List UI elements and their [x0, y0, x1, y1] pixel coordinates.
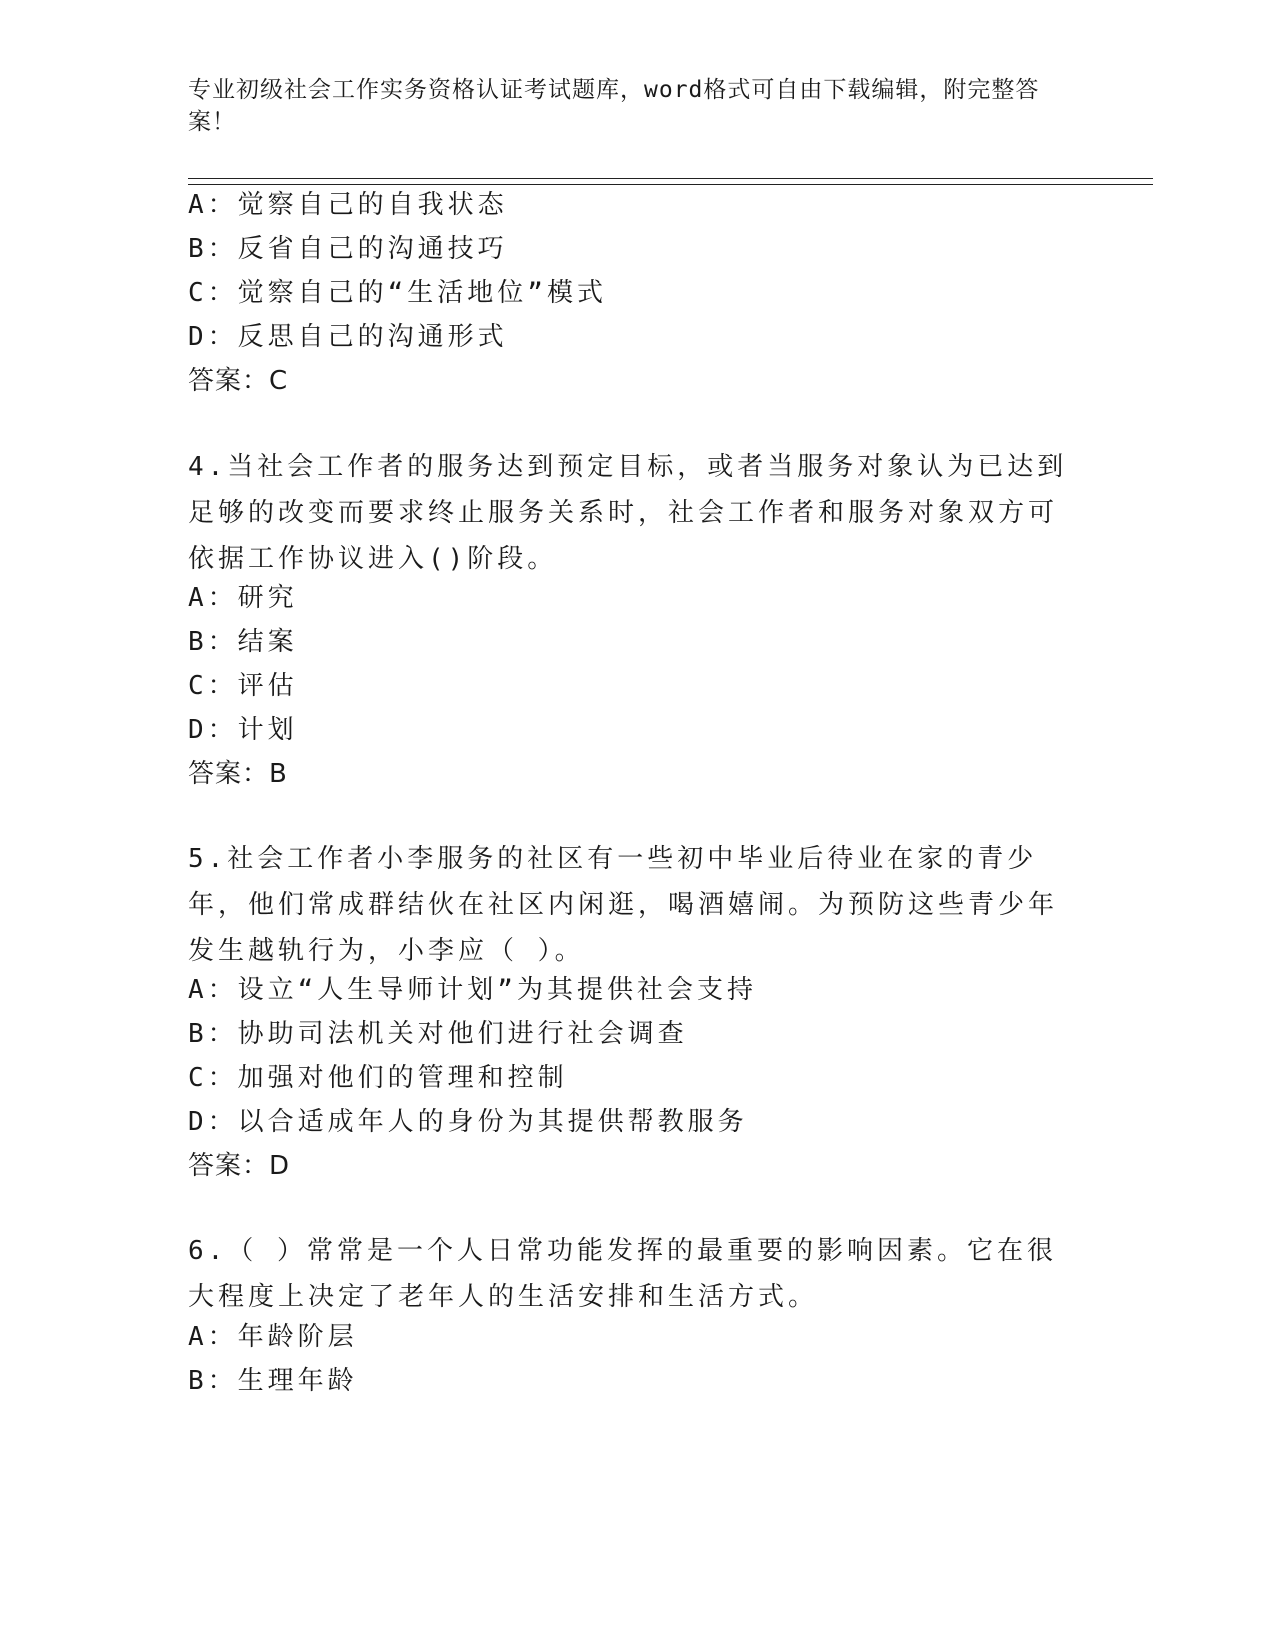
q4-option-c: C：评估	[188, 671, 298, 701]
q5-stem: 5.社会工作者小李服务的社区有一些初中毕业后待业在家的青少年，他们常成群结伙在社区内闲逛，喝酒嬉闹。为预防这些青少年发生越轨行为，小李应（ ）。	[188, 844, 1059, 966]
q5-answer: 答案：D	[188, 1151, 291, 1181]
q4-option-b: B：结案	[188, 627, 298, 657]
q3-option-d: D：反思自己的沟通形式	[188, 322, 508, 352]
header-divider-bottom	[188, 184, 1153, 185]
q5-option-a: A：设立“人生导师计划”为其提供社会支持	[188, 975, 757, 1005]
q4-option-d: D：计划	[188, 715, 298, 745]
q5-option-b: B：协助司法机关对他们进行社会调查	[188, 1019, 688, 1049]
q5-option-d: D：以合适成年人的身份为其提供帮教服务	[188, 1107, 748, 1137]
q6-stem: 6.（ ）常常是一个人日常功能发挥的最重要的影响因素。它在很大程度上决定了老年人的生活安排和生活方式。	[188, 1236, 1057, 1312]
document-header: 专业初级社会工作实务资格认证考试题库，word格式可自由下载编辑，附完整答案！	[188, 77, 1040, 135]
q6-option-a: A：年龄阶层	[188, 1322, 358, 1352]
q3-option-b: B：反省自己的沟通技巧	[188, 234, 508, 264]
q4-option-a: A：研究	[188, 583, 298, 613]
q3-option-a: A：觉察自己的自我状态	[188, 190, 508, 220]
q4-answer: 答案：B	[188, 759, 288, 789]
q3-option-c: C：觉察自己的“生活地位”模式	[188, 278, 607, 308]
header-divider-top	[188, 178, 1153, 179]
q4-stem: 4.当社会工作者的服务达到预定目标，或者当服务对象认为已达到足够的改变而要求终止服务关系时，社会工作者和服务对象双方可依据工作协议进入()阶段。	[188, 452, 1068, 574]
q6-option-b: B：生理年龄	[188, 1366, 358, 1396]
q3-answer: 答案：C	[188, 366, 289, 396]
q5-option-c: C：加强对他们的管理和控制	[188, 1063, 568, 1093]
